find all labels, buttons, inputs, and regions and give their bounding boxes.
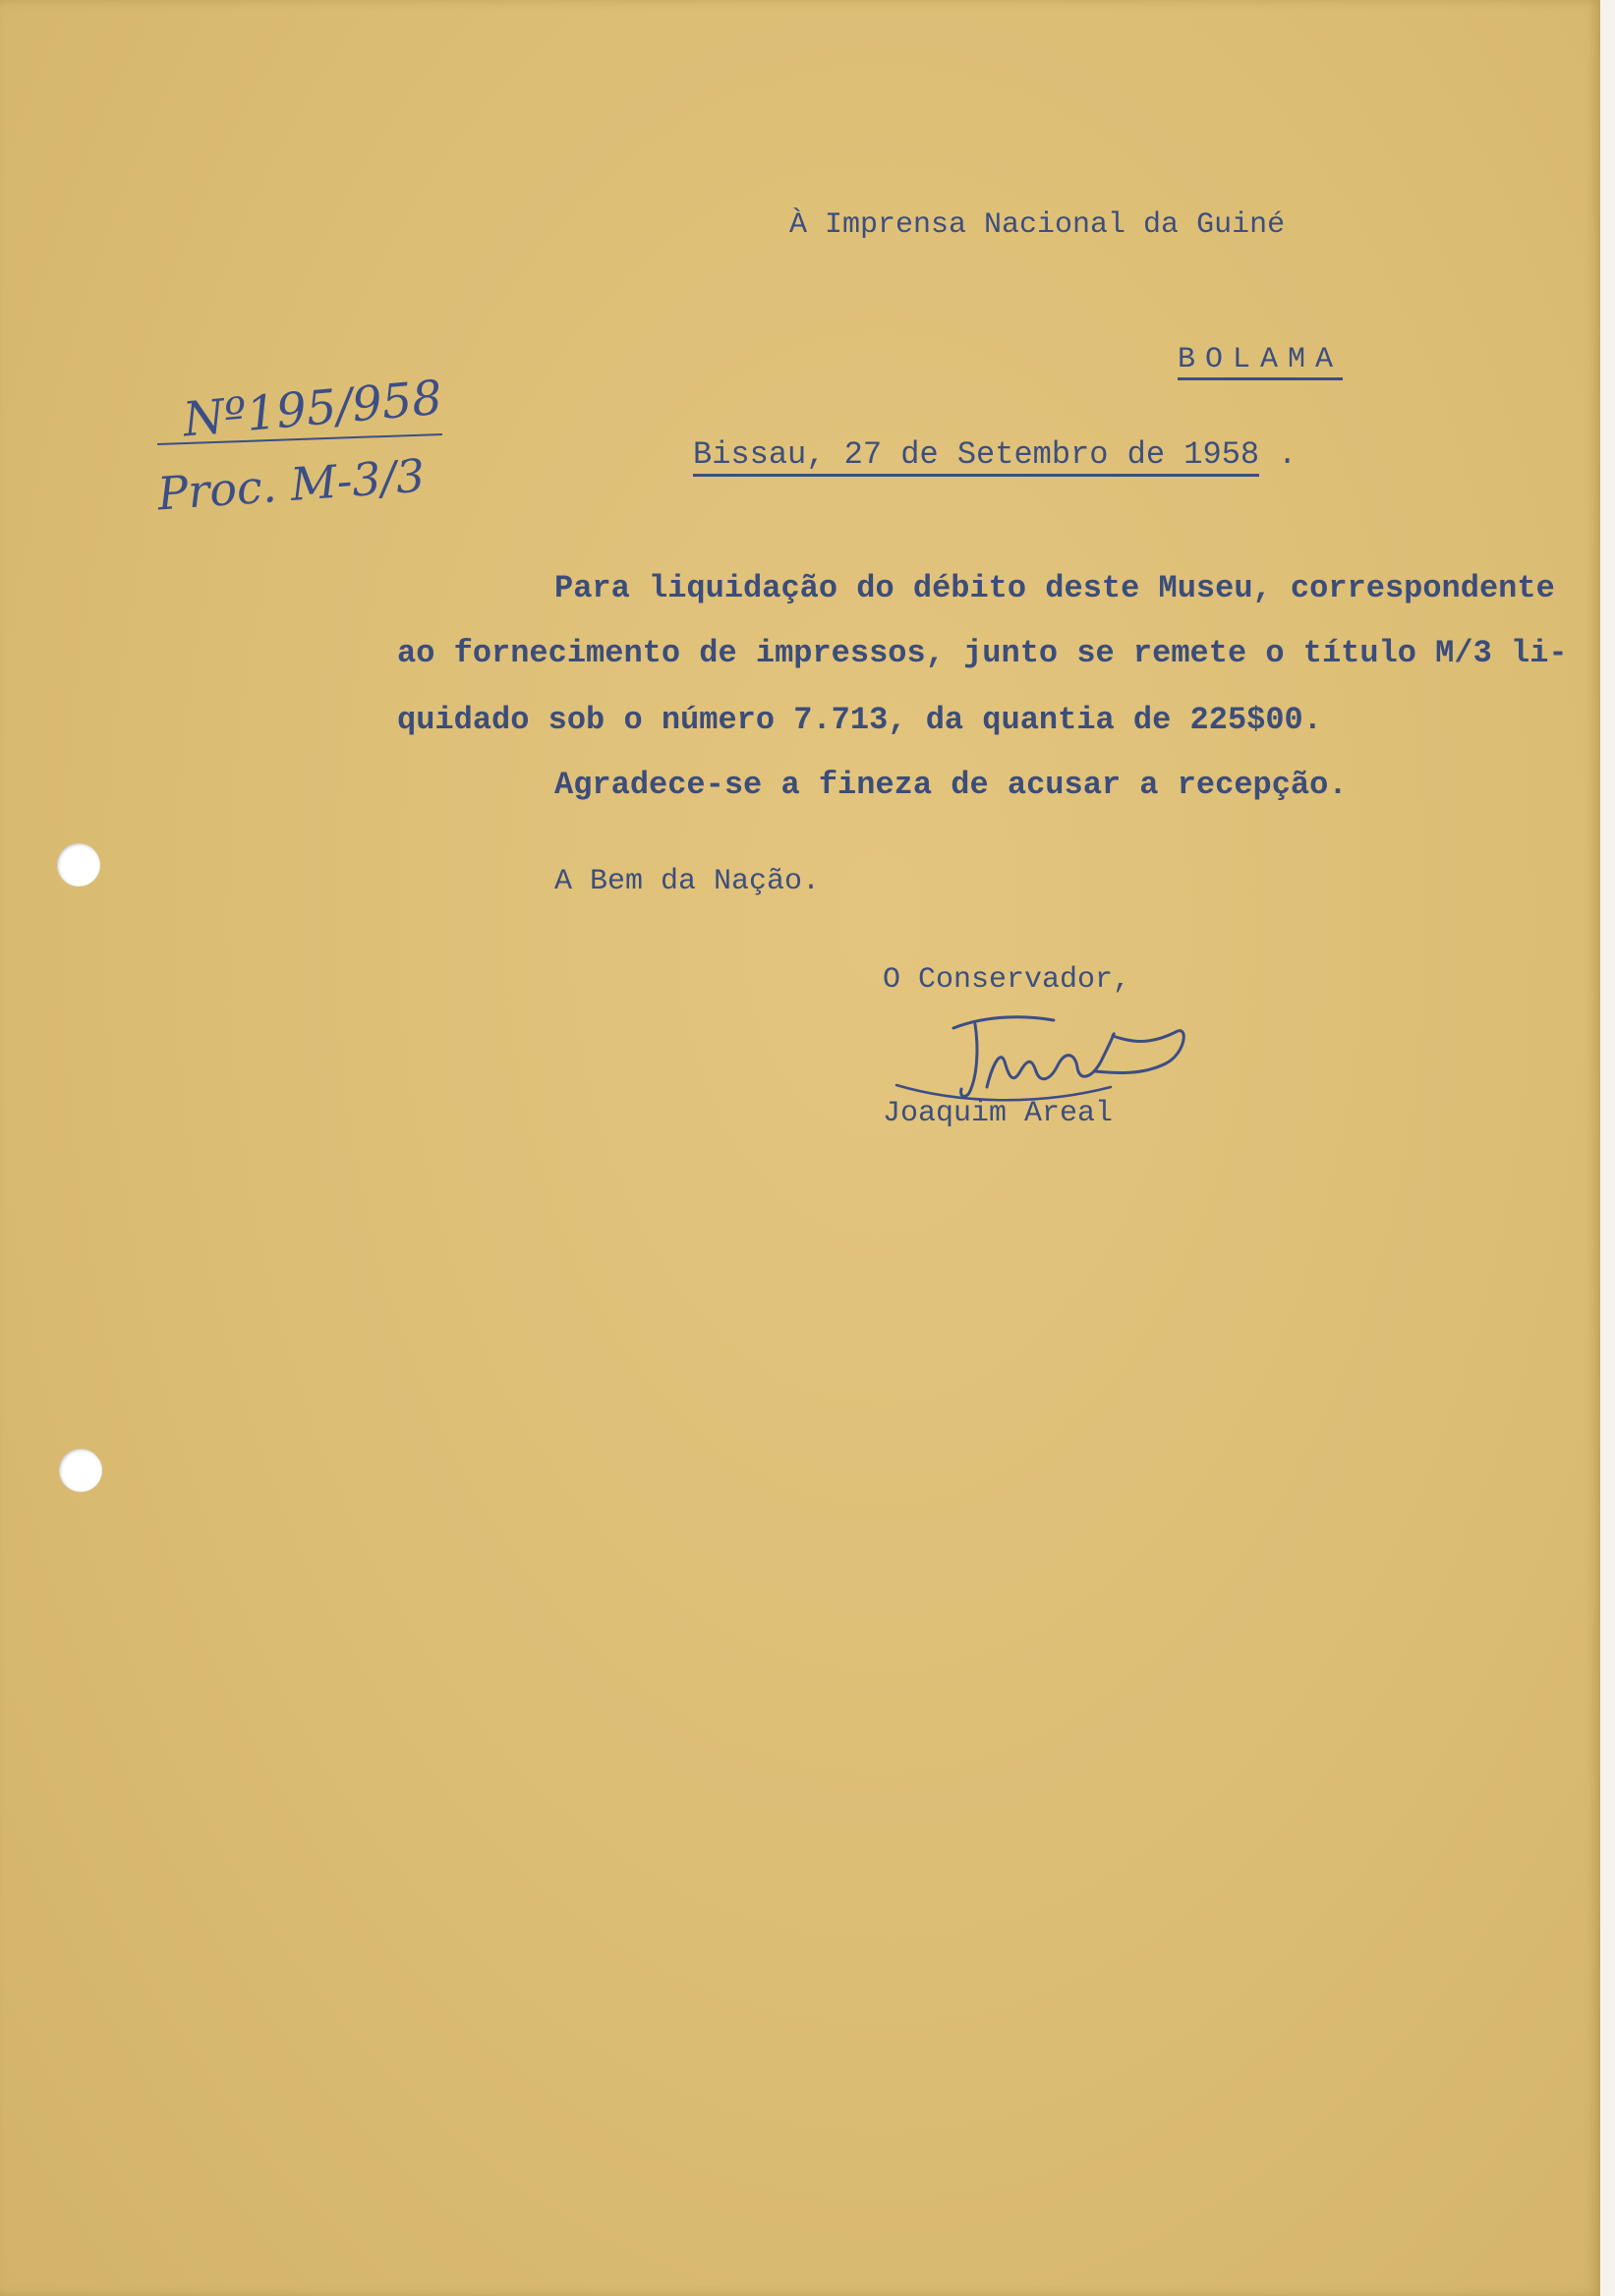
punch-hole	[59, 1449, 102, 1492]
handwritten-signature	[885, 1003, 1199, 1111]
body-line: Agradece-se a fineza de acusar a recepção.	[554, 767, 1348, 803]
body-line: ao fornecimento de impressos, junto se remete o título M/3 li-	[397, 635, 1568, 671]
handwritten-process-code: Proc. M-3/3	[155, 448, 427, 521]
body-line: quidado sob o número 7.713, da quantia de 225$00.	[397, 702, 1322, 738]
destination-city: BOLAMA	[1178, 342, 1343, 380]
closing-salutation: A Bem da Nação.	[554, 865, 821, 898]
addressee-line: À Imprensa Nacional da Guiné	[789, 208, 1286, 242]
body-line: Para liquidação do débito deste Museu, correspondente	[554, 570, 1555, 606]
signatory-name: Joaquim Areal	[883, 1097, 1114, 1130]
signatory-title: O Conservador,	[883, 963, 1131, 997]
punch-hole	[57, 843, 100, 887]
dateline: Bissau, 27 de Setembro de 1958	[693, 436, 1259, 477]
scan-edge	[1600, 0, 1615, 2296]
dateline-period: .	[1278, 436, 1298, 473]
handwritten-reference-number: Nº195/958	[181, 370, 444, 448]
